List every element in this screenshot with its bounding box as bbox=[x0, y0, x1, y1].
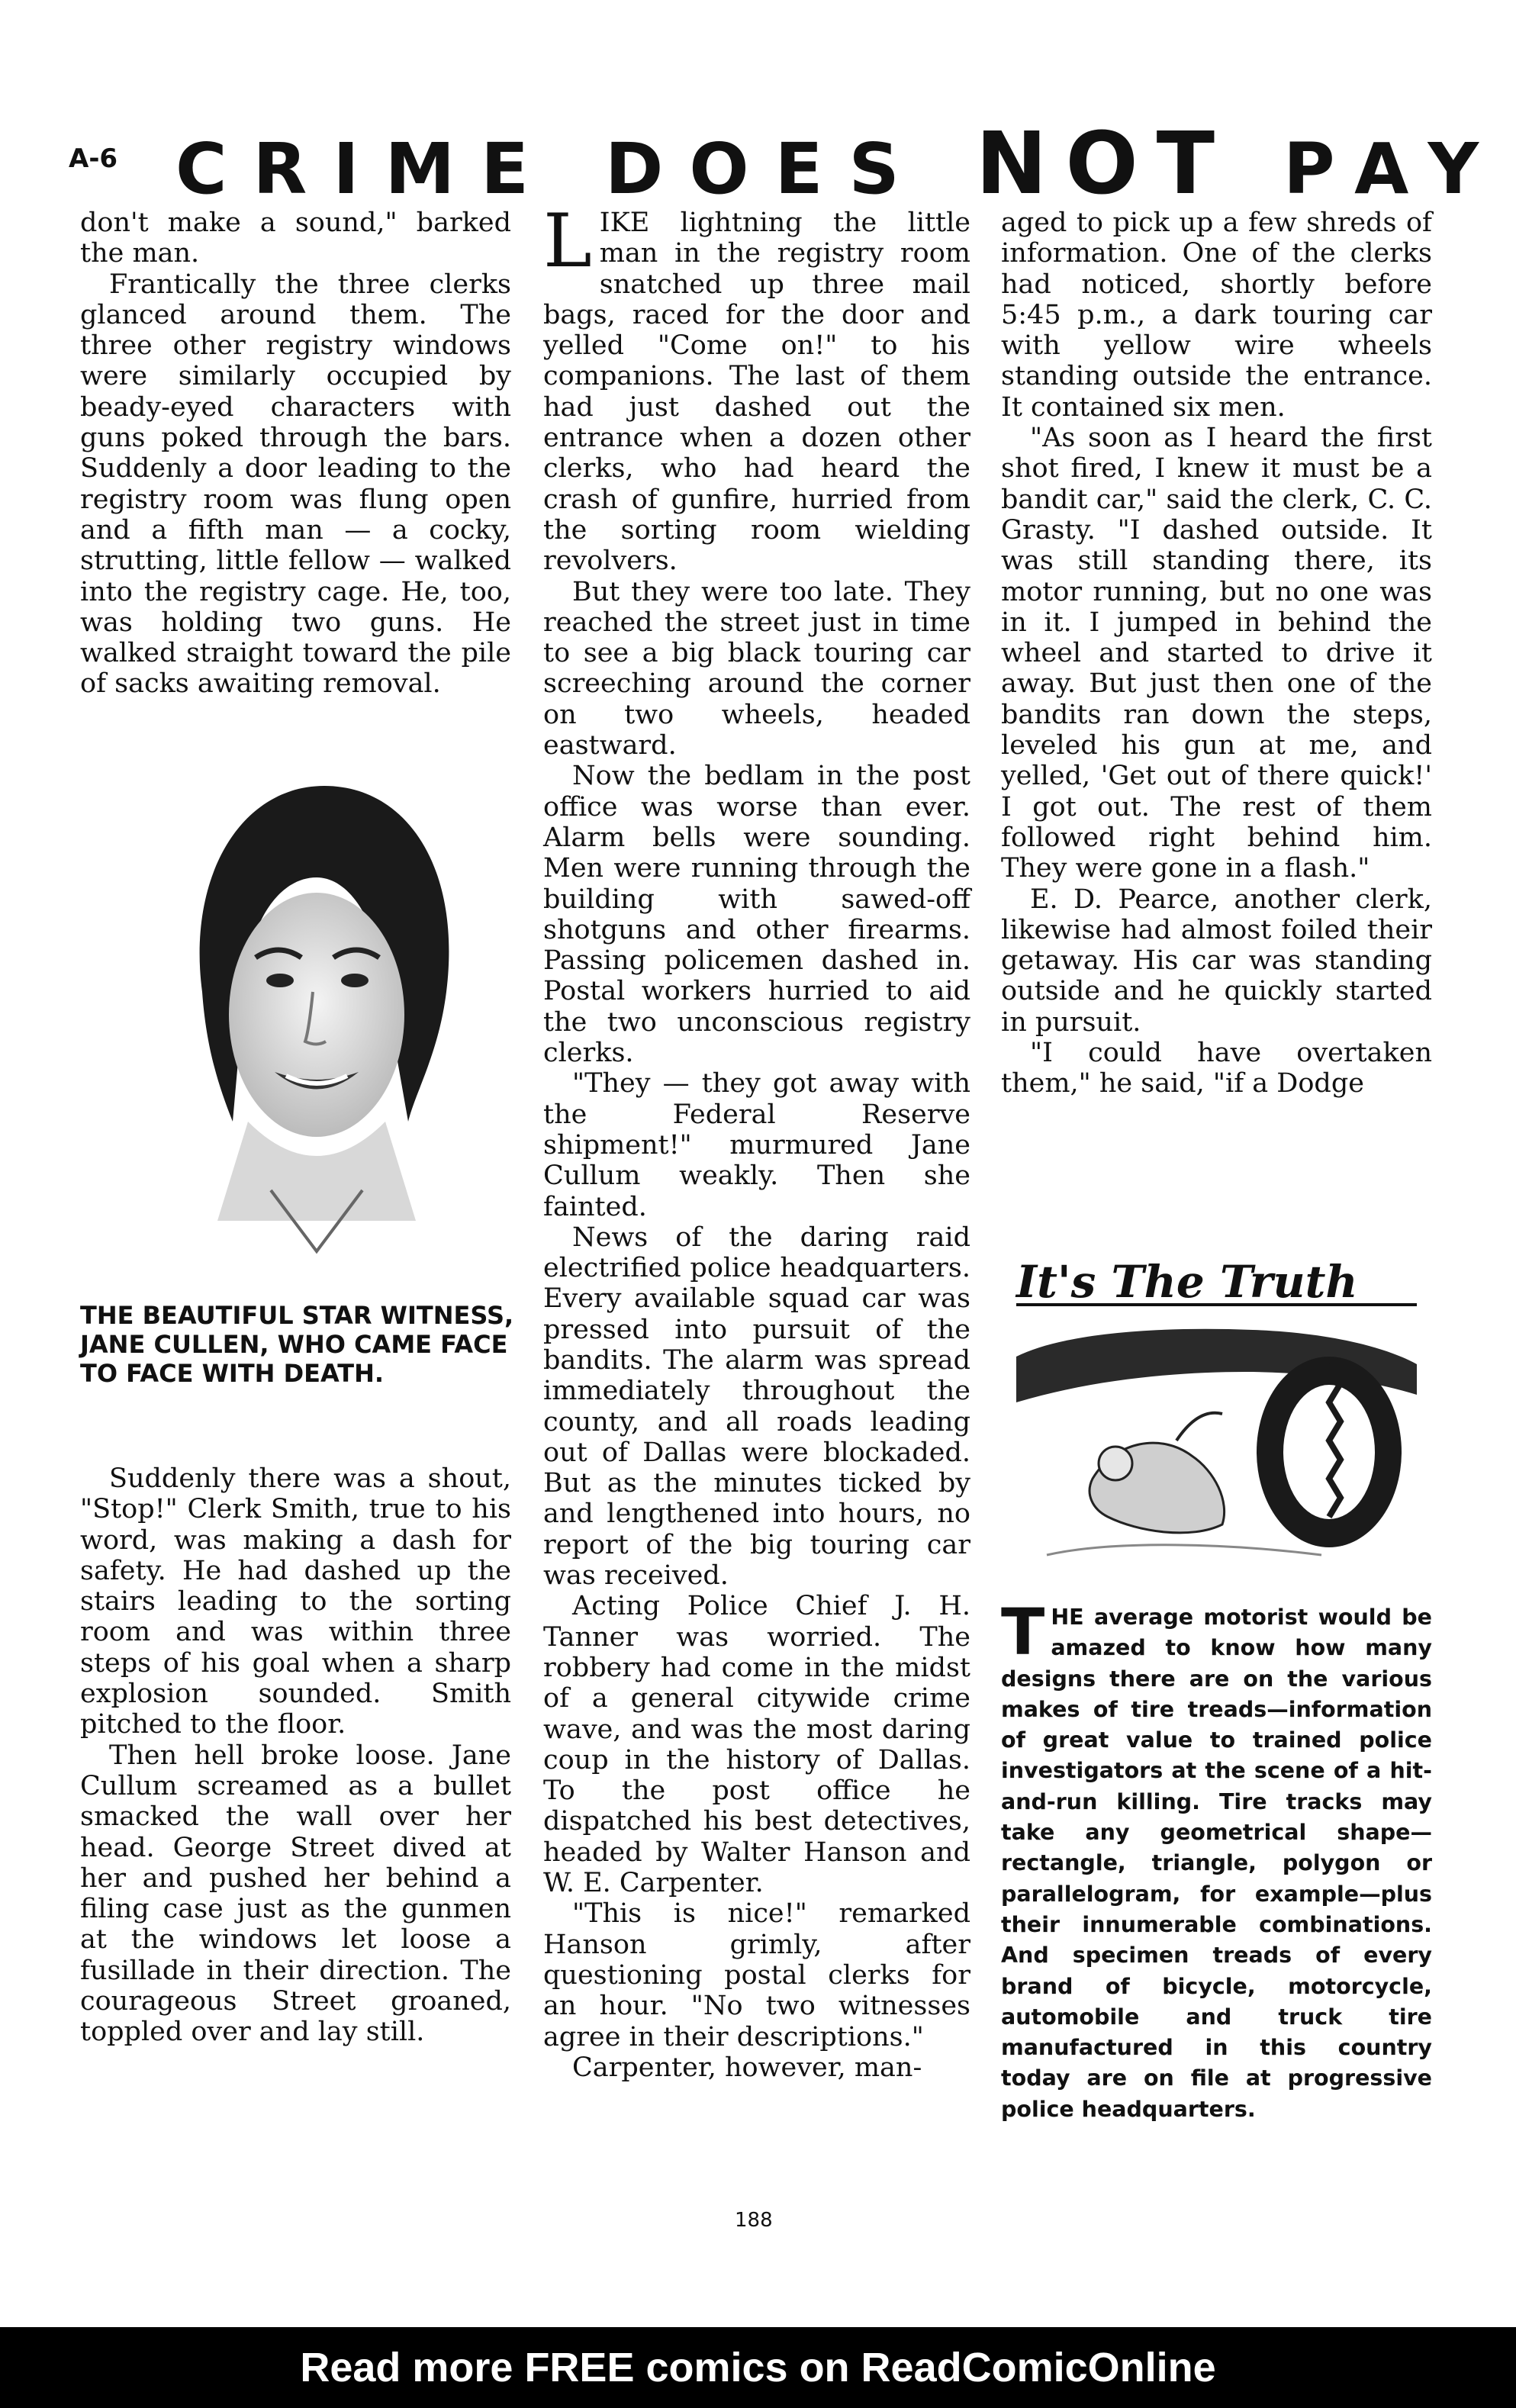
truth-heading: It's The Truth bbox=[1016, 1256, 1358, 1308]
col2-paragraph: LIKE lightning the little man in the registry room snatched up three mail bags, raced for the door and yelled "Come on!" to his companions. The last of them had just dashed out the entrance when a dozen other clerks, who had heard the crash of gunfire, hurried from the sorting room wielding revolvers. bbox=[543, 198, 970, 577]
footer-banner-link[interactable]: Read more FREE comics on ReadComicOnline bbox=[0, 2327, 1516, 2408]
column-1 bbox=[80, 208, 511, 700]
magazine-title bbox=[175, 114, 1505, 214]
page-header bbox=[69, 114, 1505, 214]
col2-paragraph: Carpenter, however, man- bbox=[572, 2052, 922, 2083]
col1-paragraph: Suddenly there was a shout, "Stop!" Clerk Smith, true to his word, was making a dash for safety. He had dashed up the stairs leading to the sorting room and was within three steps of his goal when a sharp explosion sounded. Smith pitched to the floor. bbox=[80, 1463, 511, 1740]
truth-body: HE average motorist would be amazed to know how many designs there are on the various makes of tire treads—information of great value to trained police investigators at the scene of a hit-and-run killing. Tire tracks may take any geometrical shape—rectangle, triangle, polygon or parallelogram, for example—plus their innumerable combinations. And specimen treads of every brand of bicycle, motorcycle, automobile and truck tire manufactured in this country today are on file at progressive police headquarters. bbox=[1001, 1605, 1432, 2122]
col1-paragraph: Then hell broke loose. Jane Cullum screamed as a bullet smacked the wall over her head. George Street dived at her and pushed her behind a filing case just as the gunmen at the windows let loose a fusillade in their direction. The courageous Street groaned, toppled over and lay still. bbox=[80, 1740, 511, 2048]
page-code: A-6 bbox=[69, 143, 118, 174]
col1-paragraph: Frantically the three clerks glanced around them. The three other registry windows were similarly occupied by beady-eyed characters with guns poked through the bars. Suddenly a door leading to the registry room was flung open and a fifth man — a cocky, strutting, little fellow — walked into the registry cage. He, too, was holding two guns. He walked straight toward the pile of sacks awaiting removal. bbox=[80, 269, 511, 700]
photo-caption: THE BEAUTIFUL STAR WITNESS, JANE CULLEN, WHO CAME FACE TO FACE WITH DEATH. bbox=[80, 1301, 514, 1388]
title-crime-does: CRIME DOES bbox=[175, 128, 925, 210]
col1-paragraph: don't make a sound," barked the man. bbox=[80, 208, 511, 269]
col3-paragraph: aged to pick up a few shreds of information. One of the clerks had noticed, shortly before 5:45 p.m., a dark touring car with yellow wire wheels standing outside the entrance. It contained six men. bbox=[1001, 208, 1432, 423]
portrait-face bbox=[229, 893, 404, 1137]
col3-paragraph: "As soon as I heard the first shot fired, I knew it must be a bandit car," said the clerk, C. C. Grasty. "I dashed outside. It was still standing there, its motor running, but no one was in it. I jumped in behind the wheel and started to drive it away. But just then one of the bandits ran down the steps, leveled his gun at me, and yelled, 'Get out of there quick!' I got out. The rest of them followed right behind him. They were gone in a flash." bbox=[1001, 423, 1432, 884]
truth-illustration bbox=[1001, 1250, 1432, 1570]
col2-paragraph: Acting Police Chief J. H. Tanner was worried. The robbery had come in the midst of a general citywide crime wave, and was the most daring coup in the history of Dallas. To the post office he dispatched his best detectives, headed by Walter Hanson and W. E. Carpenter. bbox=[543, 1591, 970, 1899]
title-pay: PAY bbox=[1283, 128, 1505, 210]
col2-paragraph: But they were too late. They reached the street just in time to see a big black touring car screeching around the corner on two wheels, headed eastward. bbox=[543, 576, 970, 761]
col2-paragraph: News of the daring raid electrified police headquarters. Every available squad car was pressed into pursuit of the bandits. The alarm was spread immediately throughout the county, and all roads leading out of Dallas were blockaded. But as the minutes ticked by and lengthened into hours, no report of the big touring car was received. bbox=[543, 1222, 970, 1592]
drop-cap-l: L bbox=[543, 198, 592, 284]
page-number: 188 bbox=[735, 2209, 773, 2232]
col2-paragraph: "This is nice!" remarked Hanson grimly, after questioning postal clerks for an hour. "No two witnesses agree in their descriptions." bbox=[543, 1898, 970, 2052]
truth-article bbox=[1001, 1595, 1432, 2125]
col3-paragraph: "I could have overtaken them," he said, "if a Dodge bbox=[1001, 1038, 1432, 1099]
column-1-lower bbox=[80, 1463, 511, 2048]
col2-paragraph: Now the bedlam in the post office was worse than ever. Alarm bells were sounding. Men were running through the building with sawed-off shotguns and other firearms. Passing policemen dashed in. Postal workers hurried to aid the two unconscious registry clerks. bbox=[543, 761, 970, 1069]
col2-paragraph: "They — they got away with the Federal Reserve shipment!" murmured Jane Cullum weakly. Then she fainted. bbox=[543, 1068, 970, 1222]
column-2 bbox=[543, 198, 970, 2083]
title-not: NOT bbox=[975, 114, 1234, 214]
witness-portrait bbox=[156, 763, 477, 1267]
column-3 bbox=[1001, 208, 1432, 1099]
col3-paragraph: E. D. Pearce, another clerk, likewise had almost foiled their getaway. His car was standing outside and he quickly started in pursuit. bbox=[1001, 884, 1432, 1038]
drop-cap-t: T bbox=[1001, 1595, 1045, 1669]
